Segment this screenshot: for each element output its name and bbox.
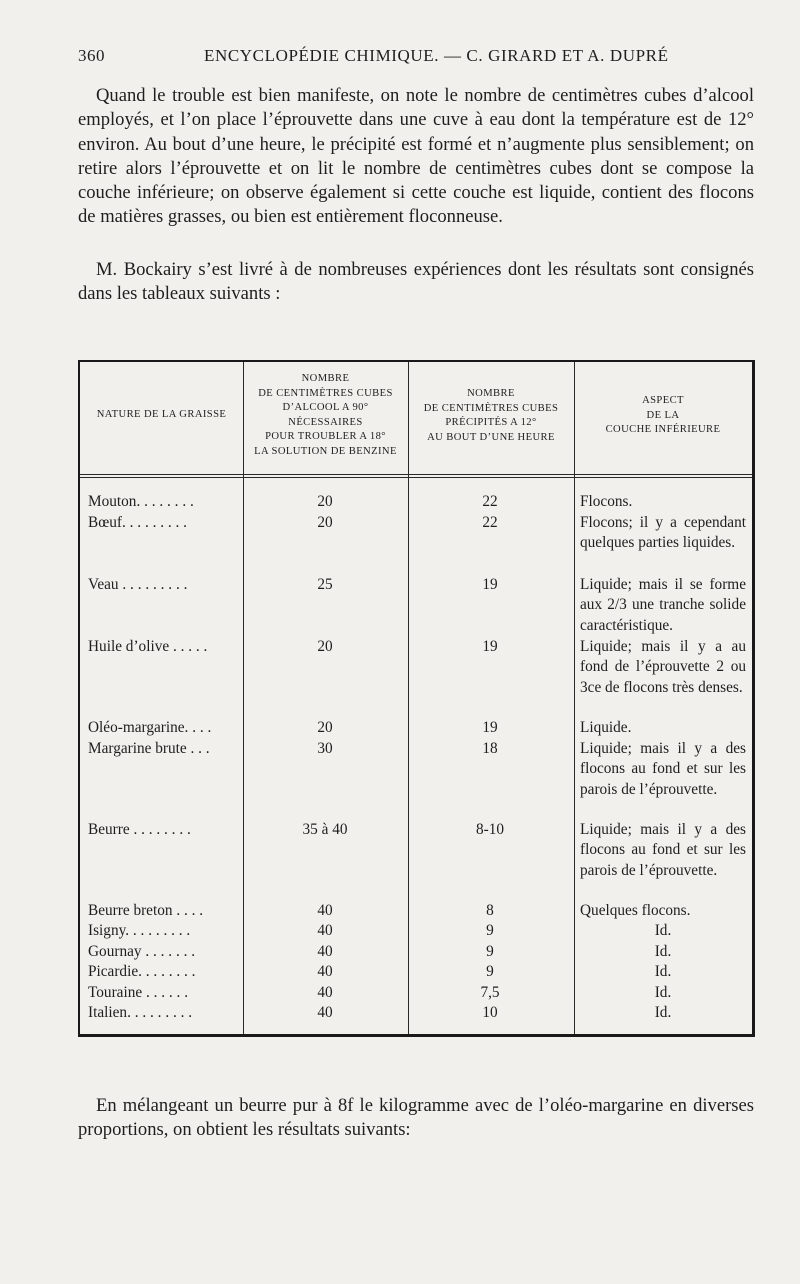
- header-text: ASPECT: [642, 395, 684, 406]
- row-precipites: 8-10: [475, 821, 505, 838]
- row-alcool: 40: [317, 943, 333, 960]
- row-aspect: Liquide.: [580, 719, 632, 736]
- row-alcool: 20: [317, 638, 333, 655]
- row-aspect: Id.: [654, 922, 672, 939]
- row-alcool: 40: [317, 1004, 333, 1021]
- paragraph-2: [78, 258, 754, 307]
- row-aspect: Liquide; mais il y a des flocons au fond et sur les parois de l’éprouvette.: [580, 821, 746, 879]
- row-alcool: 20: [317, 493, 333, 510]
- row-precipites: 22: [482, 514, 498, 531]
- header-aspect: [574, 394, 752, 438]
- header-rule: [80, 477, 752, 478]
- row-aspect: Liquide; mais il y a au fond de l’éprouvette 2 ou 3ce de flocons très denses.: [580, 638, 746, 696]
- paragraph-1: [78, 84, 754, 230]
- header-text: LA SOLUTION DE BENZINE: [254, 445, 397, 457]
- row-alcool: 40: [317, 902, 333, 919]
- row-precipites: 7,5: [480, 984, 500, 1001]
- row-aspect: Id.: [654, 943, 672, 960]
- row-precipites: 10: [482, 1004, 498, 1021]
- row-alcool: 40: [317, 922, 333, 939]
- running-title: ENCYCLOPÉDIE CHIMIQUE. — C. GIRARD ET A. DUPRÉ: [204, 46, 669, 65]
- row-aspect: Id.: [654, 1004, 672, 1021]
- header-text: NOMBRE: [301, 373, 350, 384]
- row-name: Veau . . . . . . . . .: [88, 576, 188, 593]
- row-alcool: 40: [317, 984, 333, 1001]
- row-precipites: 19: [482, 576, 498, 593]
- row-alcool: 35 à 40: [302, 821, 348, 838]
- row-precipites: 19: [482, 719, 498, 736]
- row-precipites: 8: [486, 902, 494, 919]
- header-text: COUCHE INFÉRIEURE: [605, 424, 721, 436]
- header-text: NÉCESSAIRES: [288, 416, 363, 428]
- header-text: D’ALCOOL A 90°: [282, 402, 369, 414]
- row-precipites: 18: [482, 740, 498, 757]
- row-name: Bœuf. . . . . . . . .: [88, 514, 188, 531]
- row-aspect: Id.: [654, 984, 672, 1001]
- header-precipites: [408, 387, 574, 445]
- row-aspect: Flocons.: [580, 493, 633, 510]
- header-text: NOMBRE: [467, 388, 515, 399]
- row-precipites: 9: [486, 963, 494, 980]
- row-name: Touraine . . . . . .: [88, 984, 189, 1001]
- header-text: AU BOUT D’UNE HEURE: [427, 431, 555, 443]
- paragraph-3-text: En mélangeant un beurre pur à 8f le kilogramme avec de l’oléo-margarine en diverses proportions, on obtient les résultats suivants:: [78, 1095, 754, 1141]
- row-aspect: Quelques flocons.: [580, 902, 691, 919]
- row-name: Italien. . . . . . . . .: [88, 1004, 193, 1021]
- header-text: DE CENTIMÈTRES CUBES: [258, 387, 393, 399]
- row-precipites: 9: [486, 922, 494, 939]
- row-alcool: 40: [317, 963, 333, 980]
- row-precipites: 22: [482, 493, 498, 510]
- header-text: DE LA: [646, 409, 680, 421]
- row-name: Beurre . . . . . . . .: [88, 821, 191, 838]
- row-alcool: 30: [317, 740, 333, 757]
- row-alcool: 20: [317, 719, 333, 736]
- running-header: [78, 46, 754, 72]
- header-text: DE CENTIMÈTRES CUBES: [423, 402, 559, 414]
- column-rule: [243, 362, 244, 1034]
- row-precipites: 19: [482, 638, 498, 655]
- row-aspect: Id.: [654, 963, 672, 980]
- row-aspect: Liquide; mais il y a des flocons au fond et sur les parois de l’éprouvette.: [580, 740, 746, 798]
- header-text: PRÉCIPITÉS A 12°: [445, 417, 537, 429]
- row-name: Isigny. . . . . . . . .: [88, 922, 191, 939]
- row-name: Mouton. . . . . . . .: [88, 493, 194, 510]
- header-text: POUR TROUBLER A 18°: [265, 431, 386, 443]
- row-aspect: Flocons; il y a cependant quelques parties liquides.: [580, 514, 746, 552]
- row-name: Margarine brute . . .: [88, 740, 210, 757]
- paragraph-3: [78, 1094, 754, 1143]
- header-alcool: [243, 372, 408, 460]
- column-rule: [574, 362, 575, 1034]
- row-alcool: 25: [317, 576, 333, 593]
- page-number: 360: [78, 46, 105, 65]
- fat-analysis-table: [78, 360, 755, 1037]
- row-name: Huile d’olive . . . . .: [88, 638, 208, 655]
- paragraph-2-text: M. Bockairy s’est livré à de nombreuses expériences dont les résultats sont consignés dans les tableaux suivants :: [78, 259, 754, 305]
- row-alcool: 20: [317, 514, 333, 531]
- header-nature-de-la-graisse: [80, 408, 243, 423]
- header-text: NATURE DE LA GRAISSE: [96, 409, 227, 420]
- row-aspect: Liquide; mais il se forme aux 2/3 une tranche solide caractéristique.: [580, 576, 746, 634]
- header-rule: [80, 474, 752, 475]
- row-precipites: 9: [486, 943, 494, 960]
- row-name: Picardie. . . . . . . .: [88, 963, 196, 980]
- row-name: Beurre breton . . . .: [88, 902, 204, 919]
- row-name: Gournay . . . . . . .: [88, 943, 196, 960]
- row-name: Oléo-margarine. . . .: [88, 719, 212, 736]
- paragraph-1-text: Quand le trouble est bien manifeste, on note le nombre de centimètres cubes d’alcool employés, et l’on place l’éprouvette dans une cuve à eau dont la température est de 12° environ. Au bout d’une heure, le précipité est formé et n’augmente plus sensiblement; on retire alors l’éprouvette et on lit le nombre de centimètres cubes dont se compose la couche inférieure; on observe également si cette couche est liquide, contient des flocons de matières grasses, ou bien est entièrement floconneuse.: [78, 85, 754, 228]
